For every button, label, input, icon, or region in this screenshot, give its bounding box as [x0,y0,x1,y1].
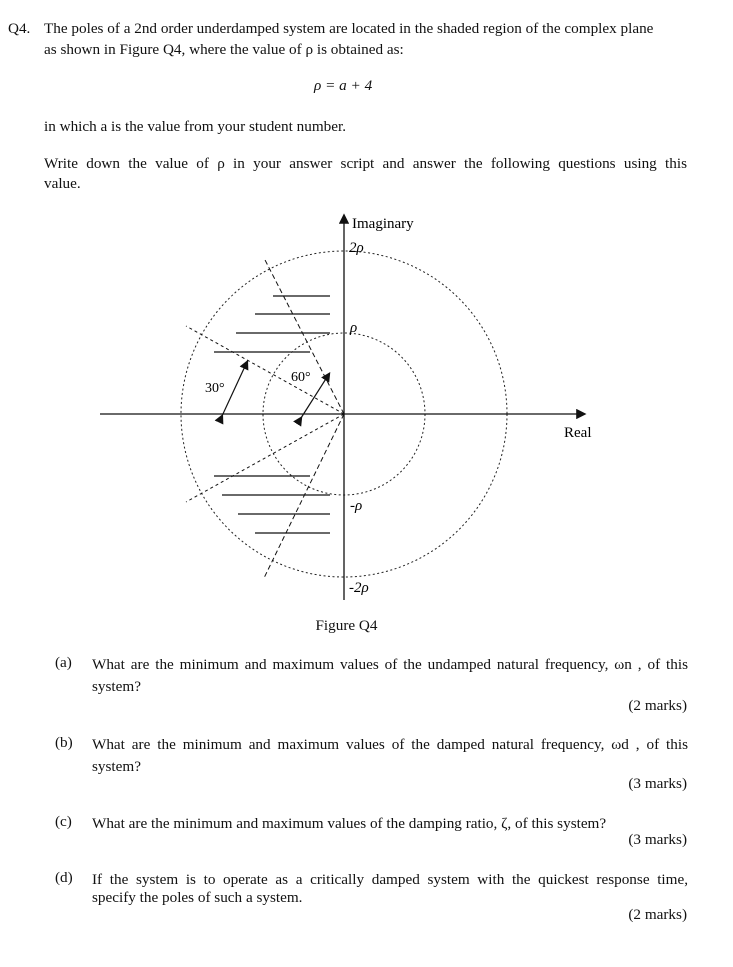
tick-neg-rho: -ρ [350,498,363,514]
boundary-line-60-upper [186,326,344,414]
shaded-region-upper [214,296,330,352]
part-d-line1: If the system is to operate as a critically damped system with the quickest response time, [92,871,688,888]
write-line-1: Write down the value of ρ in your answer script and answer the following questions using this [44,155,687,172]
boundary-line-30-upper [264,258,344,414]
part-a-marks: (2 marks) [628,697,687,714]
angle-30-label: 30° [205,381,225,396]
angle-30-arrow [222,362,247,416]
intro-line-2: as shown in Figure Q4, where the value of ρ is obtained as: [44,41,404,58]
part-d-marks: (2 marks) [628,906,687,923]
part-b-label: (b) [55,734,73,751]
part-b-line1: What are the minimum and maximum values of the damped natural frequency, ωd , of this [92,736,688,753]
part-c-label: (c) [55,813,72,830]
part-a-line1: What are the minimum and maximum values of the undamped natural frequency, ωn , of this [92,656,688,673]
shaded-region-lower [214,476,330,533]
part-c-marks: (3 marks) [628,831,687,848]
part-b-line2: system? [92,758,141,775]
tick-rho: ρ [350,320,358,336]
axis-label-real: Real [564,425,592,441]
figure-caption: Figure Q4 [315,617,378,634]
part-b-marks: (3 marks) [628,775,687,792]
part-a-line2: system? [92,678,141,695]
question-number: Q4. [8,20,31,37]
part-c-line1: What are the minimum and maximum values of the damping ratio, ζ, of this system? [92,815,607,832]
figure-q4 [0,200,733,610]
tick-neg-2rho: -2ρ [349,580,369,596]
axis-label-imaginary: Imaginary [352,216,414,232]
boundary-line-60-lower [186,414,344,502]
in-which-line: in which a is the value from your student number. [44,118,346,135]
part-d-label: (d) [55,869,73,886]
tick-2rho: 2ρ [349,240,364,256]
write-line-2: value. [44,175,81,192]
angle-60-label: 60° [291,370,311,385]
boundary-line-30-lower [264,414,344,578]
rho-equation: ρ = a + 4 [314,77,373,94]
part-d-line2: specify the poles of such a system. [92,889,303,906]
intro-line-1: The poles of a 2nd order underdamped system are located in the shaded region of the complex plane [44,20,654,37]
part-a-label: (a) [55,654,72,671]
